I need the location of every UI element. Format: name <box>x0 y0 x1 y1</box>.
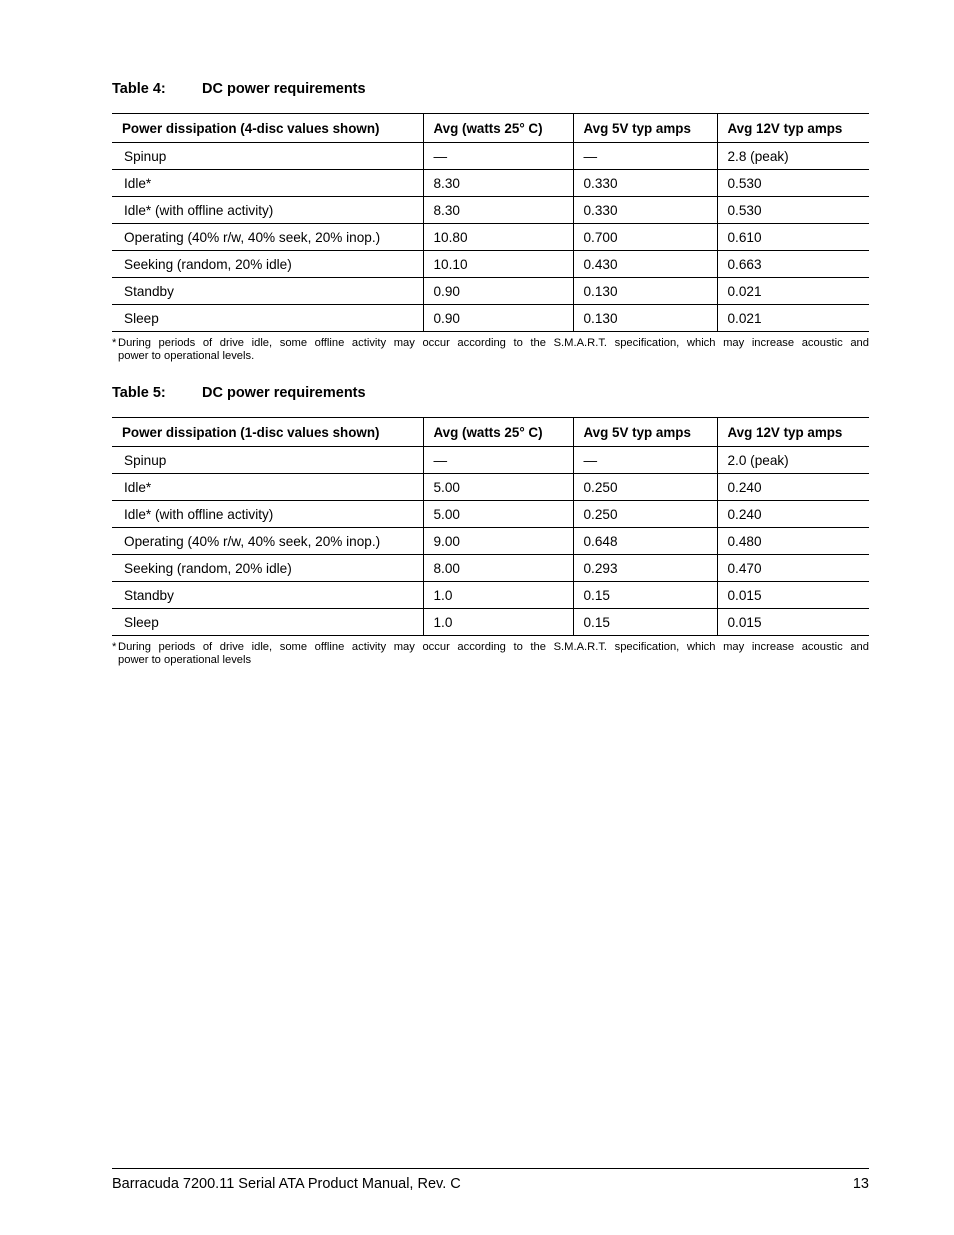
column-header: Avg 12V typ amps <box>717 114 869 143</box>
table-cell: 0.15 <box>573 582 717 609</box>
table-cell: 0.480 <box>717 528 869 555</box>
table-cell: Sleep <box>112 305 423 332</box>
table-cell: — <box>423 447 573 474</box>
table-cell: 0.015 <box>717 609 869 636</box>
table-cell: 0.021 <box>717 278 869 305</box>
column-header: Avg 5V typ amps <box>573 418 717 447</box>
table-cell: Sleep <box>112 609 423 636</box>
table-5-footnote <box>112 641 869 666</box>
table-cell: 9.00 <box>423 528 573 555</box>
table-cell: Spinup <box>112 143 423 170</box>
table-row <box>112 305 869 332</box>
table-cell: 1.0 <box>423 609 573 636</box>
table-4-caption <box>112 79 869 99</box>
table-cell: 0.530 <box>717 197 869 224</box>
table-row <box>112 143 869 170</box>
table-cell: Operating (40% r/w, 40% seek, 20% inop.) <box>112 224 423 251</box>
table-cell: 0.021 <box>717 305 869 332</box>
table-row <box>112 447 869 474</box>
page-number: 13 <box>852 1176 869 1192</box>
table-cell: 8.30 <box>423 197 573 224</box>
table-row <box>112 528 869 555</box>
table-cell: 5.00 <box>423 501 573 528</box>
table-cell: 0.293 <box>573 555 717 582</box>
table-cell: 5.00 <box>423 474 573 501</box>
table-cell: 2.0 (peak) <box>717 447 869 474</box>
table-cell: 0.700 <box>573 224 717 251</box>
table-cell: 0.330 <box>573 197 717 224</box>
table-5-number: Table 5: <box>112 385 166 401</box>
table-cell: Standby <box>112 582 423 609</box>
column-header: Avg 5V typ amps <box>573 114 717 143</box>
column-header: Avg 12V typ amps <box>717 418 869 447</box>
table-cell: 0.130 <box>573 278 717 305</box>
table-cell: Idle* <box>112 474 423 501</box>
table-4-block <box>112 79 869 362</box>
table-cell: 10.80 <box>423 224 573 251</box>
table-row <box>112 251 869 278</box>
table-cell: 0.470 <box>717 555 869 582</box>
table-cell: Standby <box>112 278 423 305</box>
table-row <box>112 555 869 582</box>
table-cell: Idle* <box>112 170 423 197</box>
column-header: Power dissipation (4-disc values shown) <box>112 114 423 143</box>
table-cell: 0.240 <box>717 501 869 528</box>
table-cell: 8.00 <box>423 555 573 582</box>
table-cell: 0.250 <box>573 474 717 501</box>
table-cell: 8.30 <box>423 170 573 197</box>
table-cell: 0.240 <box>717 474 869 501</box>
column-header: Avg (watts 25° C) <box>423 418 573 447</box>
table-cell: 0.663 <box>717 251 869 278</box>
table-cell: — <box>573 143 717 170</box>
table-cell: 0.530 <box>717 170 869 197</box>
table-row <box>112 170 869 197</box>
table-row <box>112 501 869 528</box>
table-5-block <box>112 383 869 666</box>
table-row <box>112 582 869 609</box>
table-cell: — <box>423 143 573 170</box>
footnote-line: During periods of drive idle, some offline activity may occur according to the S.M.A.R.T. specification, which may increase acoustic and <box>118 641 869 653</box>
table-row <box>112 278 869 305</box>
table-cell: 0.648 <box>573 528 717 555</box>
table-cell: 0.250 <box>573 501 717 528</box>
table-4-title: DC power requirements <box>202 81 366 97</box>
table-5-title: DC power requirements <box>202 385 366 401</box>
column-header: Avg (watts 25° C) <box>423 114 573 143</box>
page-footer <box>112 1176 869 1192</box>
table-cell: 0.330 <box>573 170 717 197</box>
footnote-line: During periods of drive idle, some offline activity may occur according to the S.M.A.R.T. specification, which may increase acoustic and <box>118 337 869 349</box>
table-header-row <box>112 114 869 143</box>
table-cell: 0.90 <box>423 305 573 332</box>
table-cell: Idle* (with offline activity) <box>112 501 423 528</box>
footnote-line: power to operational levels. <box>118 349 255 362</box>
footnote-line: power to operational levels <box>118 653 252 666</box>
table-row <box>112 224 869 251</box>
table-cell: 0.610 <box>717 224 869 251</box>
table-4-footnote <box>112 337 869 362</box>
table-cell: Seeking (random, 20% idle) <box>112 251 423 278</box>
footnote-mark: * <box>112 641 117 653</box>
table-cell: Seeking (random, 20% idle) <box>112 555 423 582</box>
table-5-caption <box>112 383 869 403</box>
table-cell: 0.15 <box>573 609 717 636</box>
table-row <box>112 197 869 224</box>
table-cell: 2.8 (peak) <box>717 143 869 170</box>
table-header-row <box>112 418 869 447</box>
table-row <box>112 609 869 636</box>
table-cell: 1.0 <box>423 582 573 609</box>
table-cell: 0.90 <box>423 278 573 305</box>
table-cell: 0.130 <box>573 305 717 332</box>
footnote-mark: * <box>112 337 117 349</box>
table-cell: Spinup <box>112 447 423 474</box>
table-cell: Operating (40% r/w, 40% seek, 20% inop.) <box>112 528 423 555</box>
table-4-number: Table 4: <box>112 81 166 97</box>
footer-rule <box>112 1168 869 1169</box>
table-cell: 0.430 <box>573 251 717 278</box>
column-header: Power dissipation (1-disc values shown) <box>112 418 423 447</box>
table-row <box>112 474 869 501</box>
footer-manual-title: Barracuda 7200.11 Serial ATA Product Manual, Rev. C <box>112 1176 461 1192</box>
table-cell: 0.015 <box>717 582 869 609</box>
table-cell: 10.10 <box>423 251 573 278</box>
table-cell: Idle* (with offline activity) <box>112 197 423 224</box>
dc-power-table-5 <box>112 417 869 636</box>
dc-power-table-4 <box>112 113 869 332</box>
table-cell: — <box>573 447 717 474</box>
